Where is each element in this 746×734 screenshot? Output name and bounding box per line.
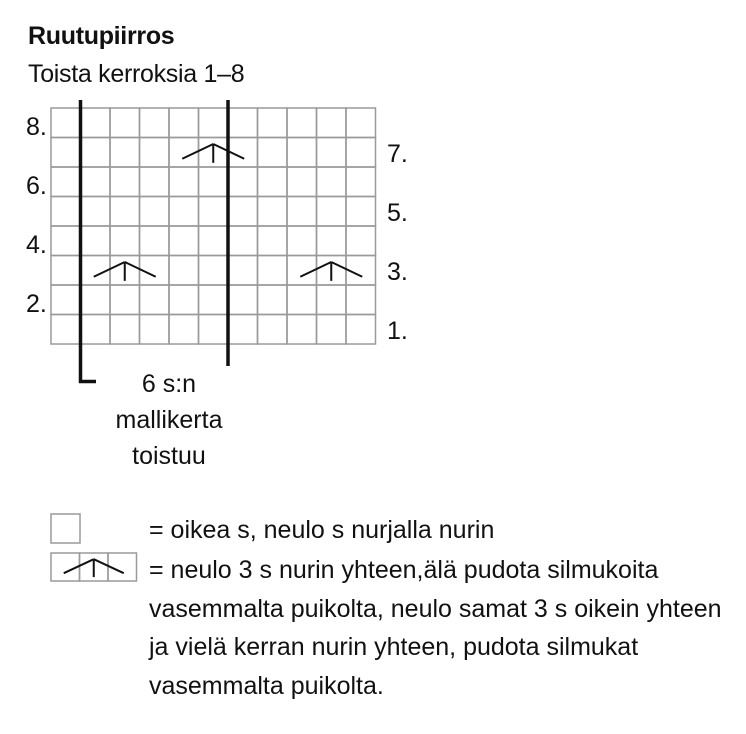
chart-cell — [258, 315, 288, 345]
chart-cell — [169, 285, 199, 315]
chart-cell — [199, 315, 229, 345]
chart-cell — [140, 285, 170, 315]
chart-cell — [228, 197, 258, 227]
chart-cell — [228, 285, 258, 315]
chart-cell — [199, 226, 229, 256]
chart-cell — [169, 167, 199, 197]
chart-cell — [258, 256, 288, 286]
chart-cell — [287, 226, 317, 256]
chart-cell — [81, 108, 111, 138]
chart-cell — [317, 167, 347, 197]
chart-cell — [110, 108, 140, 138]
row-label-8: 8. — [26, 113, 47, 141]
chart-cell — [287, 138, 317, 168]
row-label-1: 1. — [387, 317, 408, 345]
chart-cell — [199, 285, 229, 315]
repeat-label-line: mallikerta — [115, 406, 223, 434]
repeat-label-line: toistuu — [132, 442, 206, 470]
chart-cell — [346, 226, 376, 256]
chart-cell — [317, 197, 347, 227]
chart-cell — [169, 197, 199, 227]
chart-cell — [51, 315, 81, 345]
row-label-5: 5. — [387, 199, 408, 227]
chart-cell — [169, 108, 199, 138]
chart-cell — [287, 197, 317, 227]
chart-cell — [140, 167, 170, 197]
chart-cell — [51, 197, 81, 227]
chart-cell — [228, 108, 258, 138]
repeat-label-line: 6 s:n — [141, 370, 197, 398]
chart-cell — [317, 315, 347, 345]
chart-cell — [140, 315, 170, 345]
chart-cell — [346, 197, 376, 227]
chart-cell — [110, 226, 140, 256]
chart-cell — [110, 285, 140, 315]
legend-text-purl-knit-purl: = neulo 3 s nurin yhteen,älä pudota silmukoita vasemmalta puikolta, neulo samat 3 s oikein yhteen ja vielä kerran nurin yhteen, pudota silmukat vasemmalta puikolta. — [149, 556, 722, 700]
chart-cell — [346, 315, 376, 345]
chart-cell — [346, 167, 376, 197]
chart-cell — [51, 138, 81, 168]
repeat-label — [96, 366, 242, 474]
row-label-2: 2. — [26, 290, 47, 318]
chart-cell — [258, 197, 288, 227]
chart-cell — [287, 315, 317, 345]
chart-subtitle: Toista kerroksia 1–8 — [28, 60, 245, 88]
chart-cell — [258, 138, 288, 168]
chart-cell — [169, 226, 199, 256]
chart-cell — [51, 256, 81, 286]
chart-cell — [140, 108, 170, 138]
chart-cell — [258, 167, 288, 197]
chart-cell — [110, 315, 140, 345]
chart-cell — [199, 108, 229, 138]
chart-cell — [317, 138, 347, 168]
chart-cell — [258, 108, 288, 138]
chart-cell — [258, 285, 288, 315]
chart-cell — [51, 285, 81, 315]
chart-cell — [140, 197, 170, 227]
chart-cell — [140, 226, 170, 256]
chart-cell — [317, 285, 347, 315]
chart-cell — [346, 138, 376, 168]
chart-cell — [51, 167, 81, 197]
chart-cell — [169, 315, 199, 345]
chart-cell — [317, 226, 347, 256]
chart-cell — [140, 138, 170, 168]
chart-cell — [228, 226, 258, 256]
chart-cell — [287, 285, 317, 315]
chart-cell — [228, 256, 258, 286]
chart-cell — [81, 226, 111, 256]
chart-cell — [258, 226, 288, 256]
chart-cell — [287, 108, 317, 138]
chart-cell — [228, 167, 258, 197]
chart-cell — [81, 167, 111, 197]
row-label-7: 7. — [387, 140, 408, 168]
chart-cell — [110, 197, 140, 227]
chart-title: Ruutupiirros — [28, 22, 175, 50]
chart-cell — [110, 167, 140, 197]
chart-cell — [199, 197, 229, 227]
legend-text-knit: = oikea s, neulo s nurjalla nurin — [149, 516, 495, 544]
row-label-6: 6. — [26, 172, 47, 200]
chart-cell — [199, 256, 229, 286]
row-label-4: 4. — [26, 231, 47, 259]
chart-cell — [317, 108, 347, 138]
chart-cell — [346, 108, 376, 138]
chart-cell — [81, 315, 111, 345]
chart-cell — [81, 285, 111, 315]
chart-cell — [110, 138, 140, 168]
chart-cell — [199, 167, 229, 197]
chart-cell — [287, 167, 317, 197]
chart-cell — [81, 197, 111, 227]
chart-cell — [51, 226, 81, 256]
chart-cell — [228, 315, 258, 345]
chart-cell — [81, 138, 111, 168]
chart-cell — [51, 108, 81, 138]
chart-cell — [346, 285, 376, 315]
legend-empty-square — [51, 514, 80, 543]
row-label-3: 3. — [387, 258, 408, 286]
chart-cell — [169, 256, 199, 286]
